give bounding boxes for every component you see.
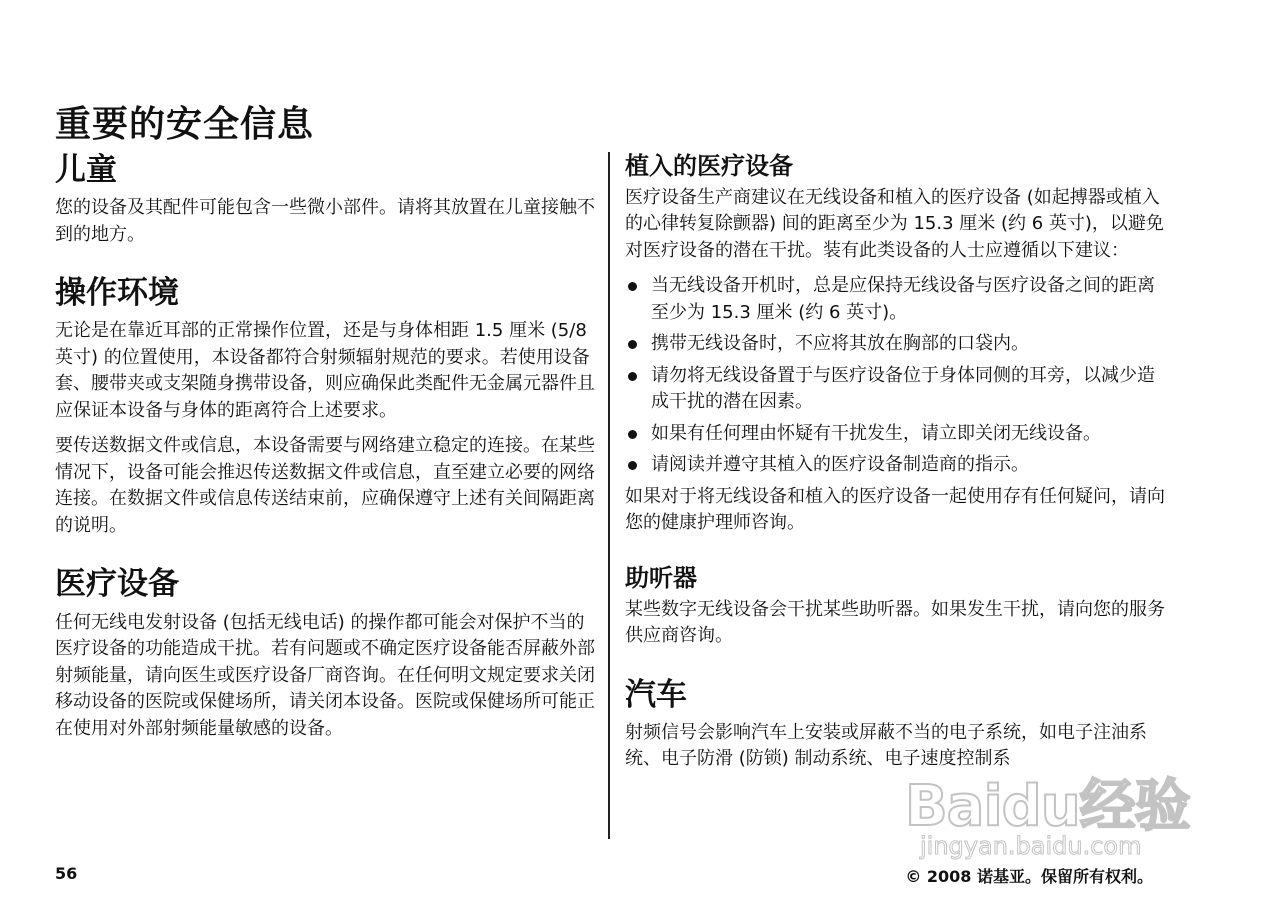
list-item: 携带无线设备时，不应将其放在胸部的口袋内。 [625, 331, 1170, 358]
implant-intro: 医疗设备生产商建议在无线设备和植入的医疗设备 (如起搏器或植入的心律转复除颤器) 间的距离至少为 15.3 厘米 (约 6 英寸)，以避免对医疗设备的潜在干扰。装有此类设备的人士应遵循以下建议： [625, 186, 1164, 261]
hearing-heading: 助听器 [625, 563, 697, 592]
left-column [55, 152, 595, 742]
medical-heading: 医疗设备 [55, 566, 179, 603]
right-column [625, 152, 1170, 773]
baidu-watermark [895, 760, 1205, 880]
medical-text: 任何无线电发射设备 (包括无线电话) 的操作都可能会对保护不当的医疗设备的功能造成干扰。若有问题或不确定医疗设备能否屏蔽外部射频能量，请向医生或医疗设备厂商咨询。在任何明文规定要求关闭移动设备的医院或保健场所，请关闭本设备。医院或保健场所可能正在使用对外部射频能量敏感的设备。 [55, 611, 595, 739]
page-title: 重要的安全信息 [55, 104, 315, 145]
bullet-dot-icon [628, 282, 637, 291]
children-text: 您的设备及其配件可能包含一些微小部件。请将其放置在儿童接触不到的地方。 [55, 197, 595, 245]
bullet-dot-icon [628, 340, 637, 349]
environment-heading: 操作环境 [55, 275, 179, 312]
hearing-text: 某些数字无线设备会干扰某些助听器。如果发生干扰，请向您的服务供应商咨询。 [625, 598, 1165, 647]
car-heading: 汽车 [625, 676, 687, 713]
list-item: 请勿将无线设备置于与医疗设备位于身体同侧的耳旁，以减少造成干扰的潜在因素。 [625, 363, 1170, 416]
environment-paragraph-1: 无论是在靠近耳部的正常操作位置，还是与身体相距 1.5 厘米 (5/8 英寸) 的位置使用，本设备都符合射频辐射规范的要求。若使用设备套、腰带夹或支架随身携带设备，则应确保此类配件无金属元器件且应保证本设备与身体的距离符合上述要求。 [55, 320, 595, 421]
list-item: 如果有任何理由怀疑有干扰发生，请立即关闭无线设备。 [625, 421, 1170, 448]
list-item: 请阅读并遵守其植入的医疗设备制造商的指示。 [625, 452, 1170, 479]
children-heading: 儿童 [55, 152, 117, 188]
copyright-notice: © 2008 诺基亚。保留所有权利。 [905, 867, 1153, 886]
watermark-url: jingyan.baidu.com [920, 832, 1142, 860]
car-text: 射频信号会影响汽车上安装或屏蔽不当的电子系统，如电子注油系统、电子防滑 (防锁) 制动系统、电子速度控制系 [625, 721, 1147, 770]
bullet-dot-icon [628, 461, 637, 470]
watermark-logo: Baidu经验 [905, 774, 1190, 839]
implant-bullet-list [625, 273, 1170, 479]
column-divider [608, 152, 610, 839]
bullet-dot-icon [628, 430, 637, 439]
implant-outro: 如果对于将无线设备和植入的医疗设备一起使用存有任何疑问，请向您的健康护理师咨询。 [625, 485, 1165, 534]
implant-heading: 植入的医疗设备 [625, 152, 793, 180]
list-item: 当无线设备开机时，总是应保持无线设备与医疗设备之间的距离至少为 15.3 厘米 (约 6 英寸)。 [625, 273, 1170, 326]
bullet-dot-icon [628, 372, 637, 381]
page-number: 56 [55, 864, 78, 883]
environment-paragraph-2: 要传送数据文件或信息，本设备需要与网络建立稳定的连接。在某些情况下，设备可能会推迟传送数据文件或信息，直至建立必要的网络连接。在数据文件或信息传送结束前，应确保遵守上述有关间隔距离的说明。 [55, 435, 595, 536]
